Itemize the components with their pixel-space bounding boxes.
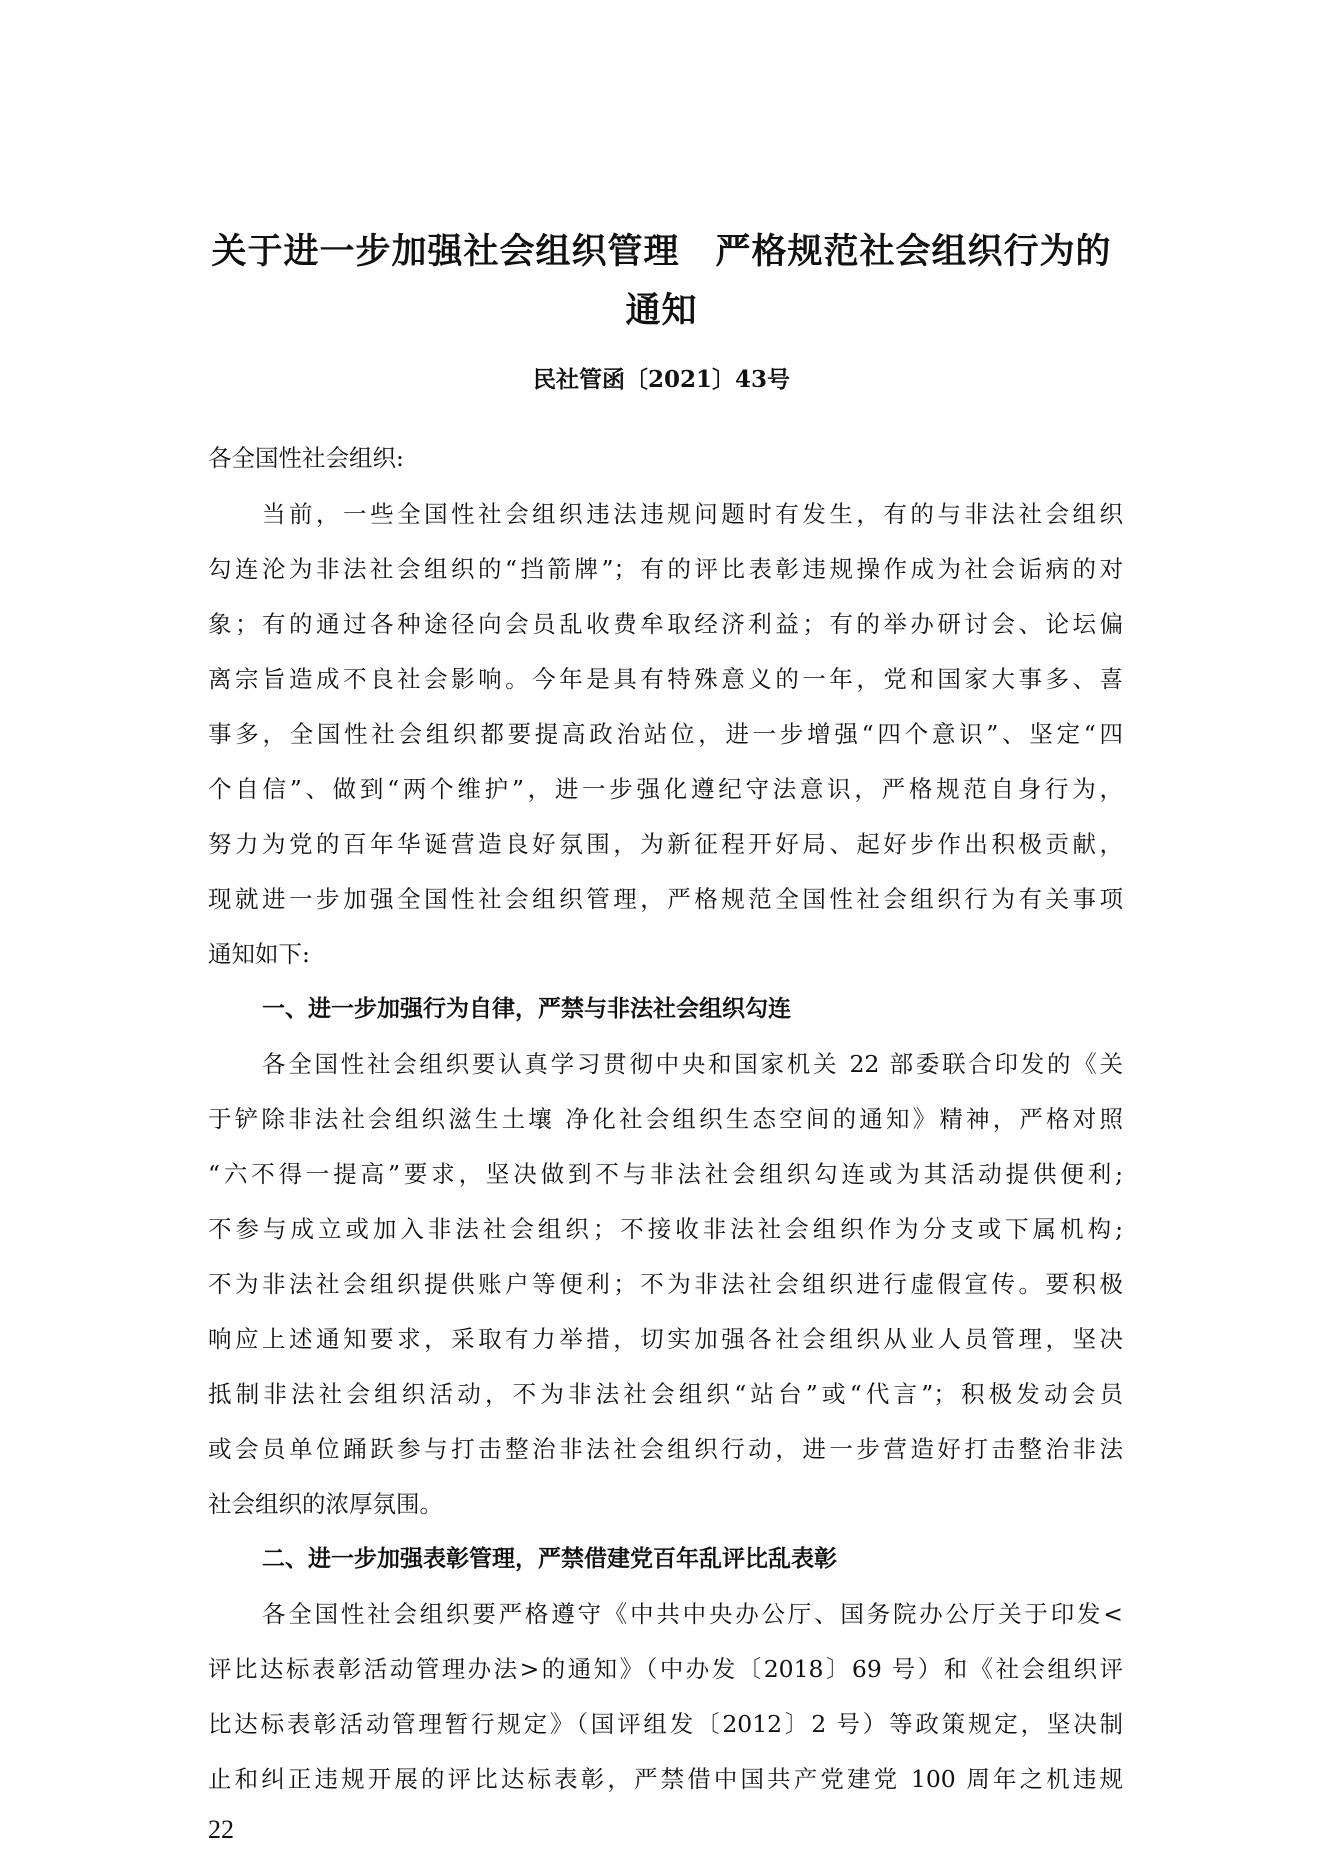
paragraph-line: 各全国性社会组织要认真学习贯彻中央和国家机关 22 部委联合印发的《关 <box>262 1050 1123 1078</box>
paragraph-line: 努力为党的百年华诞营造良好氛围，为新征程开好局、起好步作出积极贡献， <box>208 830 1123 858</box>
document-number: 民社管函〔2021〕43号 <box>532 366 791 393</box>
paragraph-line: 勾连沦为非法社会组织的“挡箭牌”；有的评比表彰违规操作成为社会诟病的对 <box>208 555 1123 583</box>
paragraph-line: 社会组织的浓厚氛围。 <box>208 1490 443 1518</box>
paragraph-line: 或会员单位踊跃参与打击整治非法社会组织行动，进一步营造好打击整治非法 <box>208 1435 1123 1463</box>
salutation: 各全国性社会组织: <box>208 444 404 472</box>
paragraph-line: 当前，一些全国性社会组织违法违规问题时有发生，有的与非法社会组织 <box>262 500 1123 528</box>
paragraph-line: 比达标表彰活动管理暂行规定》（国评组发〔2012〕2 号）等政策规定，坚决制 <box>208 1710 1123 1738</box>
paragraph-line: 事多，全国性社会组织都要提高政治站位，进一步增强“四个意识”、坚定“四 <box>208 720 1123 748</box>
paragraph-line: 个自信”、做到“两个维护”，进一步强化遵纪守法意识，严格规范自身行为， <box>208 775 1123 803</box>
paragraph-line: 各全国性社会组织要严格遵守《中共中央办公厅、国务院办公厅关于印发< <box>262 1600 1123 1628</box>
paragraph-line: 响应上述通知要求，采取有力举措，切实加强各社会组织从业人员管理，坚决 <box>208 1325 1123 1353</box>
paragraph-line: 于铲除非法社会组织滋生土壤 净化社会组织生态空间的通知》精神，严格对照 <box>208 1105 1123 1133</box>
paragraph-line: 现就进一步加强全国性社会组织管理，严格规范全国性社会组织行为有关事项 <box>208 885 1123 913</box>
document-title-line-2: 通知 <box>625 291 698 331</box>
paragraph-line: 离宗旨造成不良社会影响。今年是具有特殊意义的一年，党和国家大事多、喜 <box>208 665 1123 693</box>
paragraph-line: 不为非法社会组织提供账户等便利；不为非法社会组织进行虚假宣传。要积极 <box>208 1270 1123 1298</box>
paragraph-line: 评比达标表彰活动管理办法>的通知》（中办发〔2018〕69 号）和《社会组织评 <box>208 1655 1123 1683</box>
paragraph-line: 不参与成立或加入非法社会组织；不接收非法社会组织作为分支或下属机构; <box>208 1215 1123 1243</box>
section-heading-1: 一、进一步加强行为自律，严禁与非法社会组织勾连 <box>262 996 791 1022</box>
section-heading-2: 二、进一步加强表彰管理，严禁借建党百年乱评比乱表彰 <box>262 1546 837 1572</box>
document-title-line-1: 关于进一步加强社会组织管理 严格规范社会组织行为的 <box>211 232 1112 272</box>
page-number: 22 <box>208 1815 234 1844</box>
paragraph-line: 止和纠正违规开展的评比达标表彰，严禁借中国共产党建党 100 周年之机违规 <box>208 1765 1123 1793</box>
paragraph-line: 象；有的通过各种途径向会员乱收费牟取经济利益；有的举办研讨会、论坛偏 <box>208 610 1123 638</box>
paragraph-line: 抵制非法社会组织活动，不为非法社会组织“站台”或“代言”；积极发动会员 <box>208 1380 1123 1408</box>
paragraph-line: “六不得一提高”要求，坚决做到不与非法社会组织勾连或为其活动提供便利; <box>208 1160 1123 1188</box>
paragraph-line: 通知如下: <box>208 940 310 968</box>
